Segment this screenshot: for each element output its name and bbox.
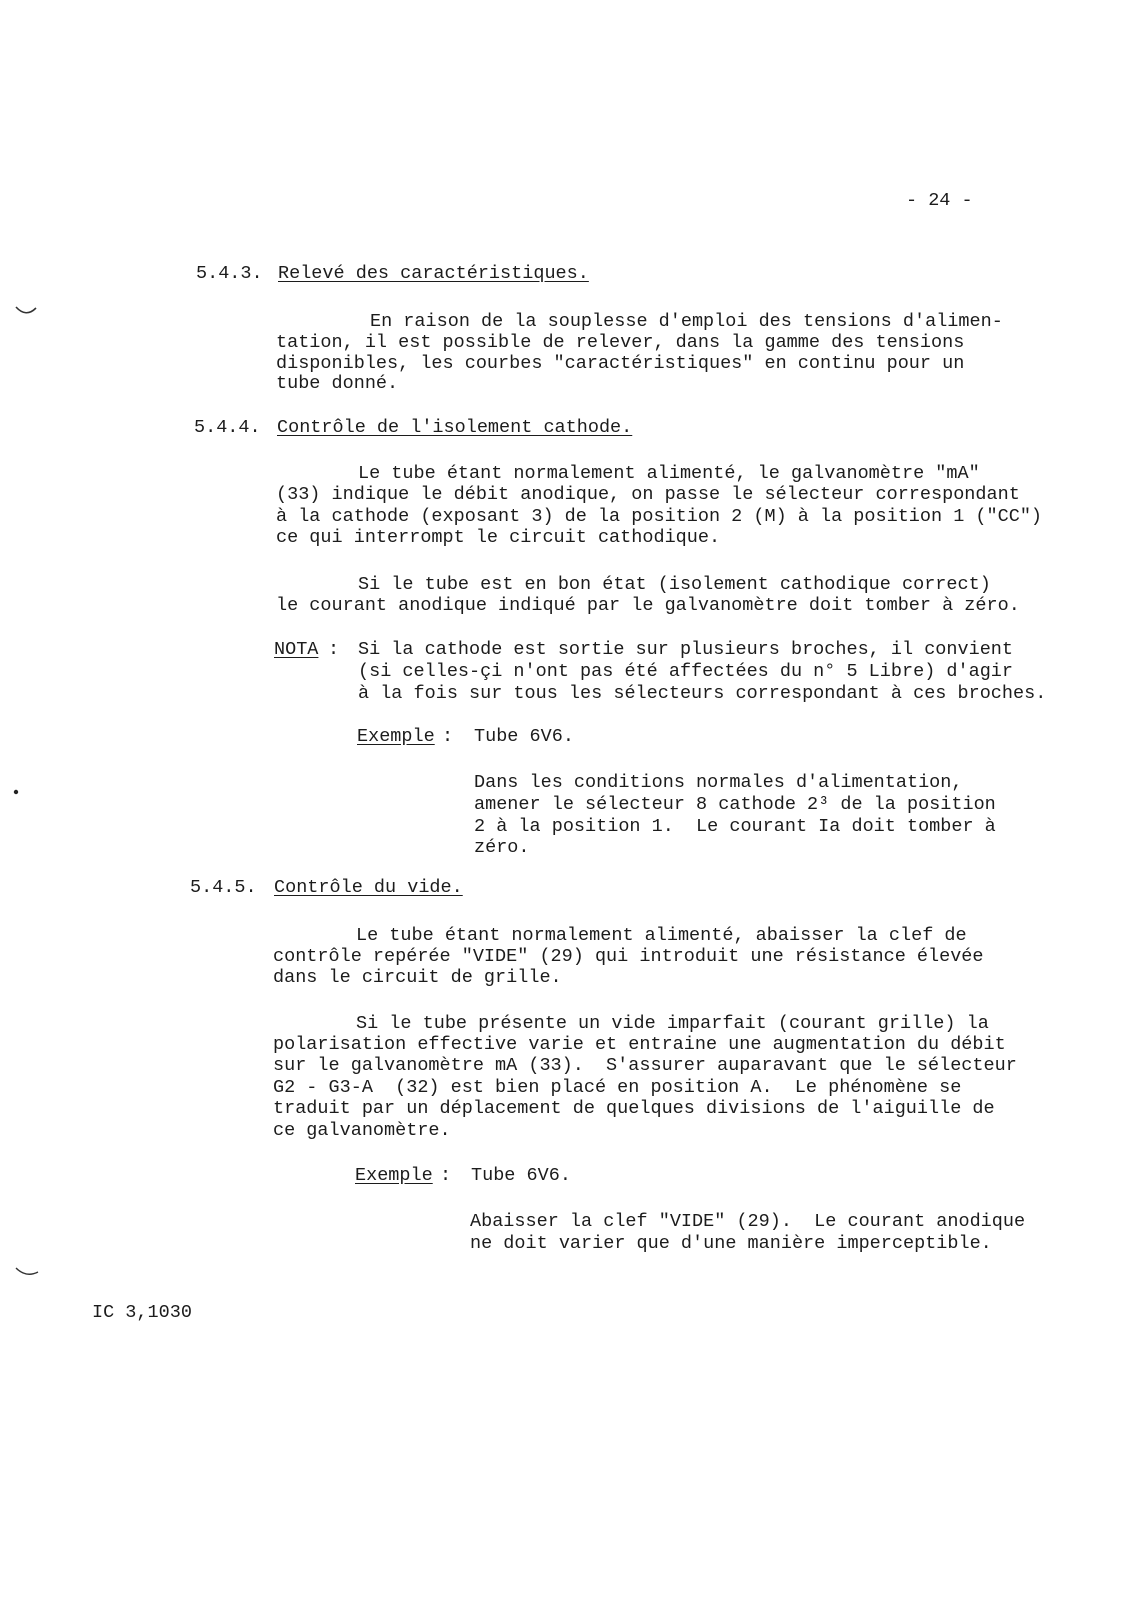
nota-colon: : xyxy=(328,639,340,660)
section-number-545: 5.4.5. xyxy=(190,877,257,898)
nota-line-3: à la fois sur tous les sélecteurs correspondant à ces broches. xyxy=(358,683,1047,704)
example-544-line-3: 2 à la position 1. Le courant Ia doit tomber à xyxy=(474,816,996,837)
margin-dot-mark xyxy=(12,788,20,796)
example-545-line-1: Abaisser la clef "VIDE" (29). Le courant anodique xyxy=(470,1211,1026,1232)
paragraph-545b-line-1: Si le tube présente un vide imparfait (courant grille) la xyxy=(356,1013,989,1034)
example-tube-545: Tube 6V6. xyxy=(471,1165,571,1186)
example-544-line-1: Dans les conditions normales d'alimentation, xyxy=(474,772,963,793)
section-title-543: Relevé des caractéristiques. xyxy=(278,263,589,284)
paragraph-545b-line-6: ce galvanomètre. xyxy=(273,1120,451,1141)
paragraph-545a-line-1: Le tube étant normalement alimenté, abaisser la clef de xyxy=(356,925,967,946)
paragraph-543-line-3: disponibles, les courbes "caractéristiques" en continu pour un xyxy=(276,353,965,374)
paragraph-545b-line-2: polarisation effective varie et entraine une augmentation du débit xyxy=(273,1034,1006,1055)
paragraph-544a-line-2: (33) indique le débit anodique, on passe le sélecteur correspondant xyxy=(276,484,1020,505)
example-label-545: Exemple xyxy=(355,1165,433,1186)
paragraph-545a-line-2: contrôle repérée "VIDE" (29) qui introduit une résistance élevée xyxy=(273,946,984,967)
paragraph-545b-line-3: sur le galvanomètre mA (33). S'assurer auparavant que le sélecteur xyxy=(273,1055,1017,1076)
paragraph-543-line-4: tube donné. xyxy=(276,373,399,394)
nota-line-1: Si la cathode est sortie sur plusieurs broches, il convient xyxy=(358,639,1014,660)
paragraph-544b-line-1: Si le tube est en bon état (isolement cathodique correct) xyxy=(358,574,991,595)
section-number-544: 5.4.4. xyxy=(194,417,261,438)
example-label-544: Exemple xyxy=(357,726,435,747)
paragraph-543-line-1: En raison de la souplesse d'emploi des tensions d'alimen- xyxy=(370,311,1003,332)
example-544-line-4: zéro. xyxy=(474,837,530,858)
paragraph-544b-line-2: le courant anodique indiqué par le galvanomètre doit tomber à zéro. xyxy=(276,595,1020,616)
section-title-544: Contrôle de l'isolement cathode. xyxy=(277,417,633,438)
example-544-line-2: amener le sélecteur 8 cathode 2³ de la position xyxy=(474,794,996,815)
margin-tick-mark xyxy=(14,304,40,320)
example-colon-544: : xyxy=(442,726,454,747)
section-number-543: 5.4.3. xyxy=(196,263,263,284)
paragraph-545a-line-3: dans le circuit de grille. xyxy=(273,967,562,988)
example-545-line-2: ne doit varier que d'une manière imperceptible. xyxy=(470,1233,992,1254)
paragraph-544a-line-4: ce qui interrompt le circuit cathodique. xyxy=(276,527,721,548)
paragraph-543-line-2: tation, il est possible de relever, dans la gamme des tensions xyxy=(276,332,965,353)
paragraph-545b-line-5: traduit par un déplacement de quelques divisions de l'aiguille de xyxy=(273,1098,995,1119)
paragraph-544a-line-3: à la cathode (exposant 3) de la position 2 (M) à la position 1 ("CC") xyxy=(276,506,1043,527)
paragraph-545b-line-4: G2 - G3-A (32) est bien placé en position A. Le phénomène se xyxy=(273,1077,962,1098)
page-number: - 24 - xyxy=(906,190,973,211)
document-reference: IC 3,1030 xyxy=(92,1302,192,1323)
nota-line-2: (si celles-çi n'ont pas été affectées du n° 5 Libre) d'agir xyxy=(358,661,1014,682)
section-title-545: Contrôle du vide. xyxy=(274,877,463,898)
nota-label: NOTA xyxy=(274,639,319,660)
example-colon-545: : xyxy=(440,1165,452,1186)
margin-curve-mark xyxy=(14,1266,40,1280)
paragraph-544a-line-1: Le tube étant normalement alimenté, le galvanomètre "mA" xyxy=(358,463,980,484)
example-tube-544: Tube 6V6. xyxy=(474,726,574,747)
